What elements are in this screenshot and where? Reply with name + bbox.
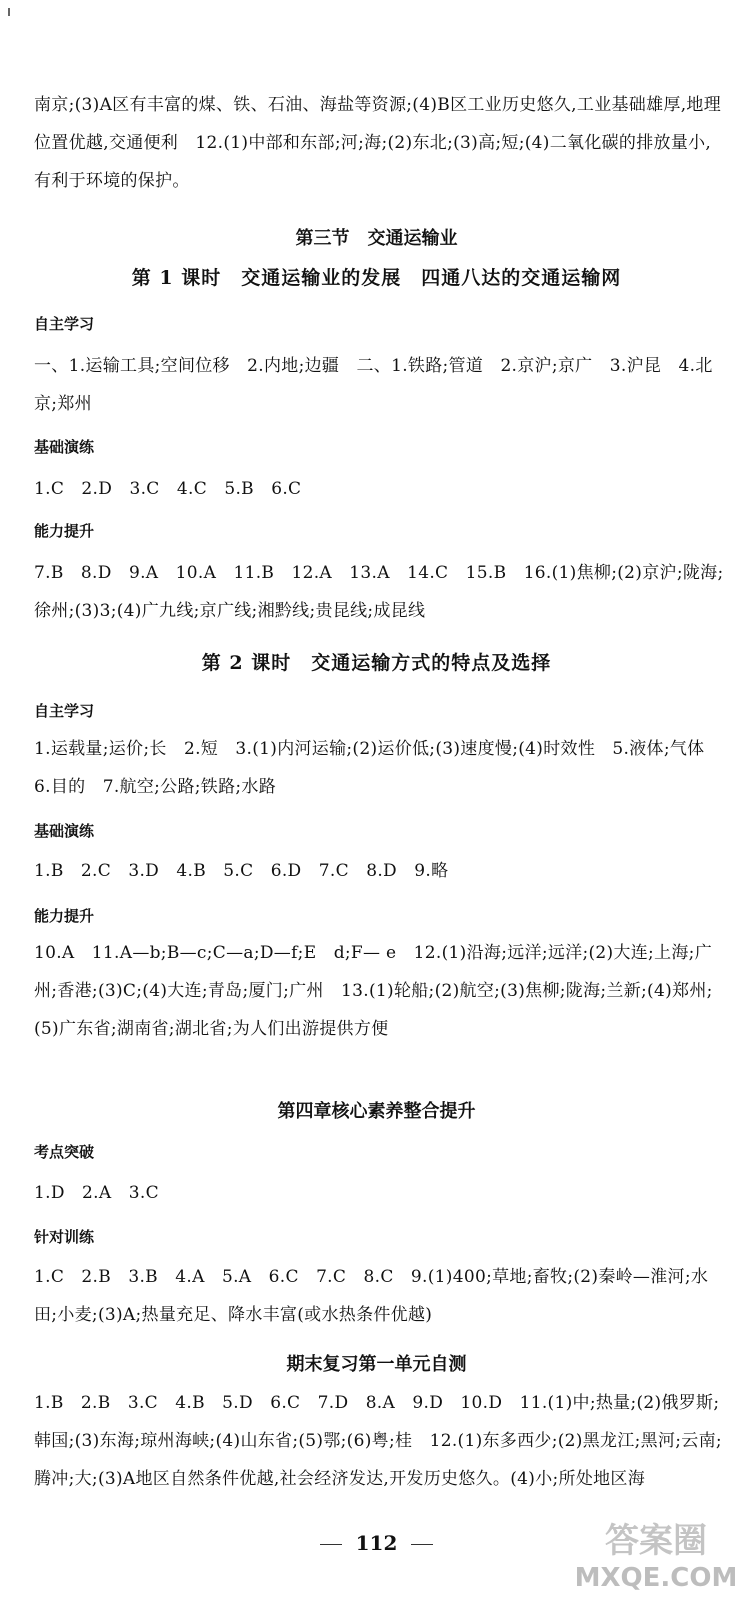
intro-paragraph: 南京;(3)A区有丰富的煤、铁、石油、海盐等资源;(4)B区工业历史悠久,工业基础雄厚,地理位置优越,交通便利 12.(1)中部和东部;河;海;(2)东北;(3)高;短;(4)二氧化碳的排放量小,有利于环境的保护。 — [34, 95, 721, 191]
section-title: 第三节 交通运输业 — [295, 228, 458, 249]
lesson2-ability-heading: 能力提升 — [34, 907, 95, 925]
lesson2-self-study-heading: 自主学习 — [34, 702, 95, 720]
chapter4-title: 第四章核心素养整合提升 — [277, 1101, 476, 1122]
lesson1-basic-heading: 基础演练 — [34, 438, 95, 456]
lesson2-ability-answers: 10.A 11.A—b;B—c;C—a;D—f;E d;F— e 12.(1)沿海;远洋;远洋;(2)大连;上海;广州;香港;(3)C;(4)大连;青岛;厦门;广州 13.(1)轮船;(2)航空;(3)焦柳;陇海;兰新;(4)郑州;(5)广东省;湖南省;湖北省;为人们出游提供方便 — [34, 943, 713, 1039]
lesson2-basic-answers: 1.B 2.C 3.D 4.B 5.C 6.D 7.C 8.D 9.略 — [34, 861, 449, 881]
watermark-domain: MXQE.COM — [574, 1563, 738, 1593]
page-number-dash-left — [320, 1544, 342, 1545]
lesson1-self-study-heading: 自主学习 — [34, 315, 95, 333]
lesson2-self-study-answers: 1.运载量;运价;长 2.短 3.(1)内河运输;(2)运价低;(3)速度慢;(4)时效性 5.液体;气体 6.目的 7.航空;公路;铁路;水路 — [34, 739, 722, 797]
lesson1-basic-answers: 1.C 2.D 3.C 4.C 5.B 6.C — [34, 479, 302, 499]
final-review-answers: 1.B 2.B 3.C 4.B 5.D 6.C 7.D 8.A 9.D 10.D 11.(1)中;热量;(2)俄罗斯;韩国;(3)东海;琼州海峡;(4)山东省;(5)鄂;(6)粤;桂 12.(1)东多西少;(2)黑龙江;黑河;云南;腾冲;大;(3)A地区自然条件优越,社会经济发达,开发历史悠久。(4)小;所处地区海 — [34, 1393, 722, 1489]
chapter4-training-heading: 针对训练 — [34, 1228, 95, 1246]
page-number-dash-right — [411, 1544, 433, 1545]
lesson2-basic-heading: 基础演练 — [34, 822, 95, 840]
lesson1-title: 第 1 课时 交通运输业的发展 四通八达的交通运输网 — [131, 267, 622, 289]
corner-mark — [8, 8, 10, 16]
lesson2-title: 第 2 课时 交通运输方式的特点及选择 — [201, 652, 552, 674]
lesson1-ability-heading: 能力提升 — [34, 522, 95, 540]
chapter4-training-answers: 1.C 2.B 3.B 4.A 5.A 6.C 7.C 8.C 9.(1)400;草地;畜牧;(2)秦岭—淮河;水田;小麦;(3)A;热量充足、降水丰富(或水热条件优越) — [34, 1267, 709, 1325]
chapter4-points-answers: 1.D 2.A 3.C — [34, 1183, 159, 1203]
watermark-logo — [568, 1512, 743, 1594]
lesson1-self-study-answers: 一、1.运输工具;空间位移 2.内地;边疆 二、1.铁路;管道 2.京沪;京广 3.沪昆 4.北京;郑州 — [34, 356, 713, 414]
final-review-title: 期末复习第一单元自测 — [286, 1354, 467, 1375]
lesson1-ability-answers: 7.B 8.D 9.A 10.A 11.B 12.A 13.A 14.C 15.B 16.(1)焦柳;(2)京沪;陇海;徐州;(3)3;(4)广九线;京广线;湘黔线;贵昆线;成昆线 — [34, 563, 724, 621]
chapter4-points-heading: 考点突破 — [34, 1143, 95, 1161]
page-number-value: 112 — [355, 1531, 398, 1555]
watermark-glyphs: 答案圈 — [605, 1521, 707, 1561]
